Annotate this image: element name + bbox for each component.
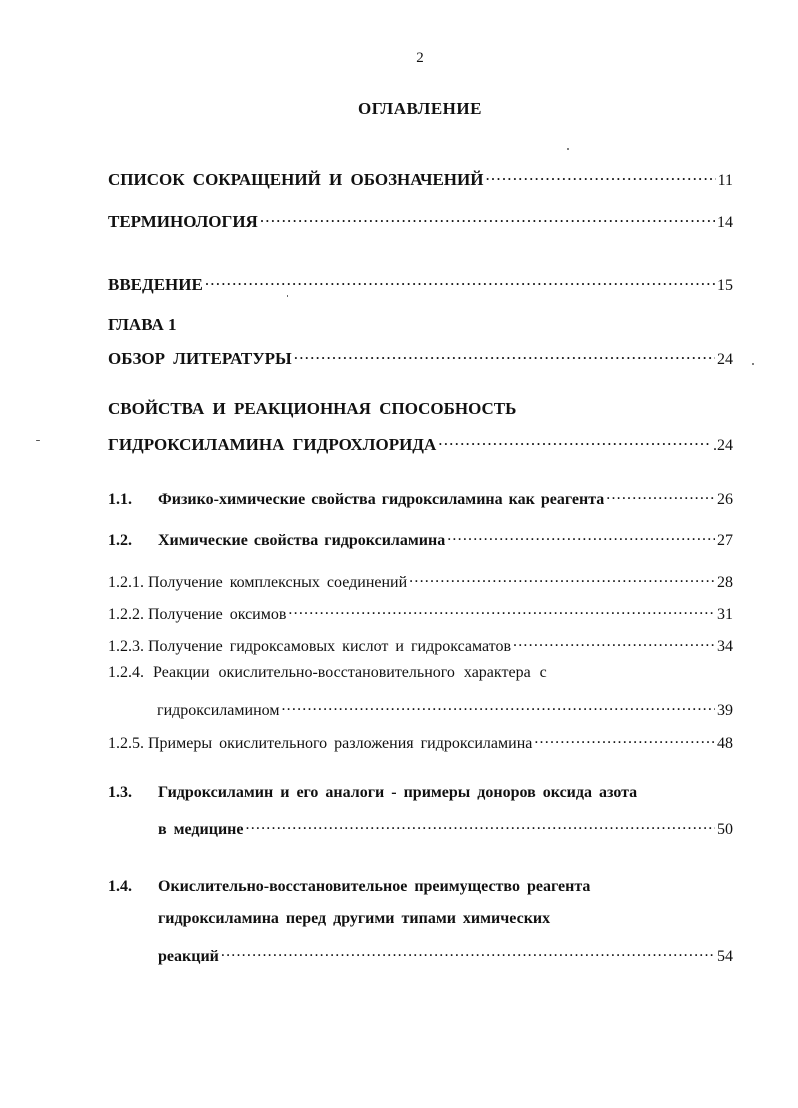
- section-number: 1.2.3.: [108, 638, 144, 656]
- toc-page-number: 50: [717, 821, 733, 839]
- scan-speck: [287, 295, 288, 297]
- toc-page-number: 31: [717, 606, 733, 624]
- toc-title: ОГЛАВЛЕНИЕ: [358, 99, 482, 118]
- toc-entry-1-4[interactable]: [158, 942, 733, 966]
- toc-entry-abbreviations[interactable]: [108, 165, 733, 190]
- section-number: 1.2.1.: [108, 574, 144, 592]
- toc-entry-label: реакций: [158, 948, 219, 966]
- leader-dots: [438, 430, 711, 450]
- toc-entry-label: Окислительно-восстановительное преимущество реагента: [158, 878, 591, 895]
- toc-entry-label: гидроксиламином: [157, 702, 280, 720]
- toc-entry-label: Получение комплексных соединений: [148, 574, 408, 592]
- toc-entry-1-2-2[interactable]: [108, 600, 733, 624]
- toc-entry-1-3-line1: [108, 784, 637, 802]
- toc-entry-label: ТЕРМИНОЛОГИЯ: [108, 212, 258, 232]
- section-number: 1.2.2.: [108, 606, 144, 624]
- toc-page-number: .24: [713, 437, 733, 455]
- leader-dots: [294, 344, 715, 364]
- section-number: 1.4.: [108, 878, 132, 895]
- toc-entry-properties[interactable]: [108, 430, 733, 455]
- toc-page-number: 11: [717, 172, 733, 190]
- toc-page-number: 15: [717, 277, 733, 295]
- toc-entry-1-4-line2: гидроксиламина перед другими типами химических: [158, 910, 551, 927]
- leader-dots: [447, 526, 715, 545]
- chapter-heading: ГЛАВА 1: [108, 315, 177, 334]
- toc-entry-label: СПИСОК СОКРАЩЕНИЙ И ОБОЗНАЧЕНИЙ: [108, 170, 484, 190]
- section-number: 1.3.: [108, 784, 132, 801]
- section-number: 1.2.: [108, 532, 132, 550]
- toc-entry-label: Реакции окислительно-восстановительного характера с: [153, 664, 547, 681]
- toc-page-number: 26: [717, 491, 733, 509]
- toc-entry-introduction[interactable]: [108, 270, 733, 295]
- toc-entry-label: Получение гидроксамовых кислот и гидроксаматов: [148, 638, 512, 656]
- toc-entry-label-line1: СВОЙСТВА И РЕАКЦИОННАЯ СПОСОБНОСТЬ: [108, 399, 517, 418]
- toc-entry-label: ВВЕДЕНИЕ: [108, 275, 203, 295]
- toc-entry-label: Гидроксиламин и его аналоги - примеры доноров оксида азота: [158, 784, 638, 801]
- toc-entry-1-2[interactable]: [108, 526, 733, 550]
- toc-page-number: 54: [717, 948, 733, 966]
- toc-page-number: 27: [717, 532, 733, 550]
- scan-speck: [36, 440, 40, 441]
- toc-entry-1-1[interactable]: [108, 485, 733, 509]
- toc-entry-label: Получение оксимов: [148, 606, 287, 624]
- toc-entry-label: Примеры окислительного разложения гидроксиламина: [148, 735, 533, 753]
- toc-entry-1-2-4-line1: [108, 664, 547, 682]
- toc-entry-1-2-5[interactable]: [108, 729, 733, 753]
- page-number: 2: [416, 50, 424, 66]
- section-number: 1.2.5.: [108, 735, 144, 753]
- leader-dots: [606, 485, 715, 504]
- toc-entry-1-4-line1: [108, 878, 590, 896]
- leader-dots: [205, 270, 715, 290]
- leader-dots: [221, 942, 715, 961]
- toc-page-number: 48: [717, 735, 733, 753]
- leader-dots: [485, 165, 715, 185]
- toc-page-number: 24: [717, 351, 733, 369]
- section-number: 1.2.4.: [108, 664, 144, 681]
- leader-dots: [246, 815, 716, 834]
- toc-entry-label: ГИДРОКСИЛАМИНА ГИДРОХЛОРИДА: [108, 435, 437, 455]
- toc-page-number: 14: [717, 214, 733, 232]
- toc-page-number: 34: [717, 638, 733, 656]
- leader-dots: [513, 632, 715, 651]
- toc-entry-label: ОБЗОР ЛИТЕРАТУРЫ: [108, 349, 292, 369]
- toc-entry-terminology[interactable]: [108, 207, 733, 232]
- leader-dots: [281, 696, 715, 715]
- toc-entry-1-2-1[interactable]: [108, 568, 733, 592]
- toc-entry-1-2-3[interactable]: [108, 632, 733, 656]
- toc-entry-1-2-4[interactable]: [157, 696, 733, 720]
- leader-dots: [288, 600, 715, 619]
- toc-entry-literature-review[interactable]: [108, 344, 733, 369]
- toc-entry-1-3[interactable]: [158, 815, 733, 839]
- scan-speck: [567, 148, 569, 150]
- toc-entry-label: Химические свойства гидроксиламина: [158, 532, 446, 550]
- toc-page-number: 39: [717, 702, 733, 720]
- scan-speck: [752, 363, 754, 365]
- leader-dots: [260, 207, 715, 227]
- toc-entry-label: Физико-химические свойства гидроксиламина как реагента: [158, 491, 605, 509]
- section-number: 1.1.: [108, 491, 132, 509]
- toc-entry-label: в медицине: [158, 821, 244, 839]
- toc-page-number: 28: [717, 574, 733, 592]
- leader-dots: [534, 729, 715, 748]
- leader-dots: [409, 568, 715, 587]
